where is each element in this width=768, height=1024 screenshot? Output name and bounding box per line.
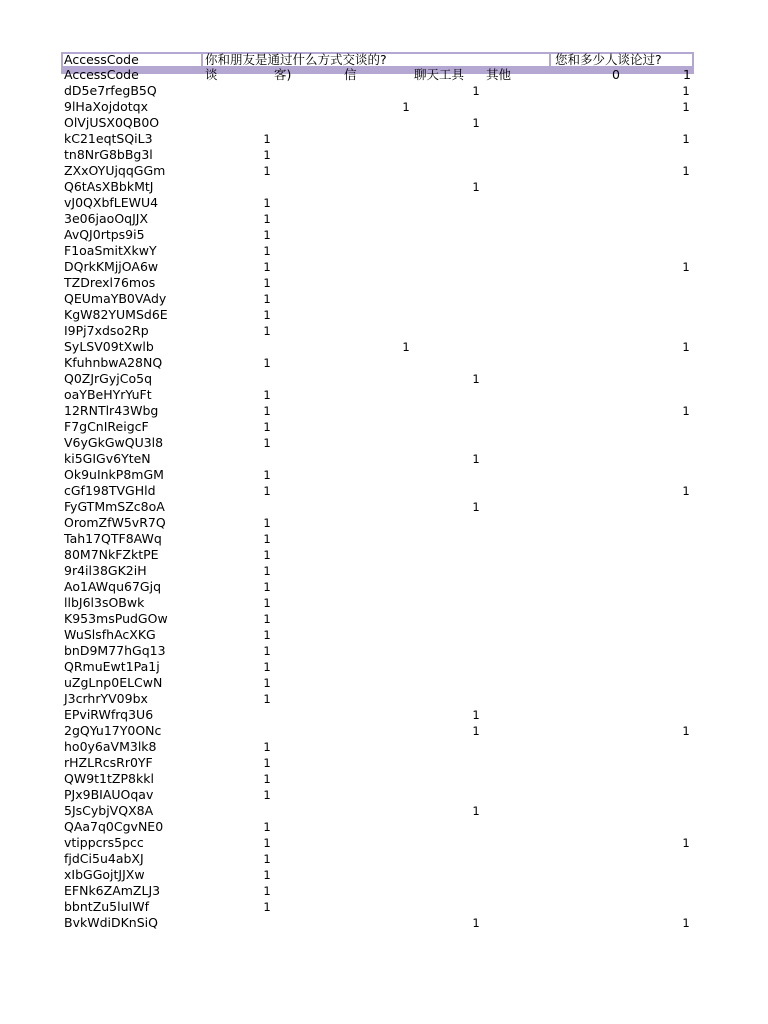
row-talk-value: 1	[263, 196, 271, 210]
row-talk-value: 1	[263, 244, 271, 258]
row-people-value: 1	[682, 404, 690, 418]
row-talk-value: 1	[263, 436, 271, 450]
row-access-code: Ok9uInkP8mGM	[64, 467, 164, 482]
row-talk-value: 1	[263, 548, 271, 562]
row-chat-value: 1	[472, 372, 480, 386]
row-access-code: EPviRWfrq3U6	[64, 707, 154, 722]
row-access-code: Ao1AWqu67Gjq	[64, 579, 162, 594]
row-access-code: QRmuEwt1Pa1j	[64, 659, 160, 674]
subheader-letter: 信	[344, 67, 357, 82]
row-talk-value: 1	[263, 676, 271, 690]
row-access-code: F1oaSmitXkwY	[64, 243, 157, 258]
row-talk-value: 1	[263, 580, 271, 594]
row-talk-value: 1	[263, 596, 271, 610]
row-access-code: PJx9BIAUOqav	[64, 787, 154, 802]
row-chat-value: 1	[472, 180, 480, 194]
row-access-code: 3e06jaoOqJJX	[64, 211, 149, 226]
row-access-code: ZXxOYUjqqGGm	[64, 163, 166, 178]
column-header-method: 你和朋友是通过什么方式交谈的?	[205, 52, 387, 67]
row-access-code: tn8NrG8bBg3l	[64, 147, 153, 162]
row-access-code: AvQJ0rtps9i5	[64, 227, 145, 242]
row-access-code: F7gCnIReigcF	[64, 419, 149, 434]
row-access-code: fjdCi5u4abXJ	[64, 851, 144, 866]
subheader-zero: 0	[612, 67, 620, 82]
row-access-code: 2gQYu17Y0ONc	[64, 723, 162, 738]
row-talk-value: 1	[263, 628, 271, 642]
row-chat-value: 1	[472, 84, 480, 98]
row-talk-value: 1	[263, 772, 271, 786]
row-access-code: DQrkKMjjOA6w	[64, 259, 159, 274]
row-people-value: 1	[682, 84, 690, 98]
row-talk-value: 1	[263, 164, 271, 178]
row-chat-value: 1	[472, 724, 480, 738]
row-access-code: oaYBeHYrYuFt	[64, 387, 152, 402]
row-access-code: BvkWdiDKnSiQ	[64, 915, 158, 930]
row-talk-value: 1	[263, 260, 271, 274]
row-people-value: 1	[682, 260, 690, 274]
row-talk-value: 1	[263, 532, 271, 546]
row-people-value: 1	[682, 164, 690, 178]
row-talk-value: 1	[263, 212, 271, 226]
row-access-code: 5JsCybjVQX8A	[64, 803, 154, 818]
row-talk-value: 1	[263, 788, 271, 802]
column-header-people: 您和多少人谈论过?	[555, 52, 662, 67]
row-access-code: vJ0QXbfLEWU4	[64, 195, 159, 210]
row-access-code: vtippcrs5pcc	[64, 835, 144, 850]
row-talk-value: 1	[263, 756, 271, 770]
row-access-code: OromZfW5vR7Q	[64, 515, 166, 530]
subheader-chat-tool: 聊天工具	[414, 67, 465, 82]
row-access-code: FyGTMmSZc8oA	[64, 499, 165, 514]
row-access-code: KfuhnbwA28NQ	[64, 355, 163, 370]
column-header-accesscode: AccessCode	[64, 52, 139, 67]
row-letter-value: 1	[402, 340, 410, 354]
row-access-code: dD5e7rfegB5Q	[64, 83, 157, 98]
row-letter-value: 1	[402, 100, 410, 114]
row-talk-value: 1	[263, 868, 271, 882]
row-access-code: OlVjUSX0QB0O	[64, 115, 160, 130]
subheader-one: 1	[683, 67, 691, 82]
row-chat-value: 1	[472, 804, 480, 818]
row-talk-value: 1	[263, 900, 271, 914]
row-talk-value: 1	[263, 516, 271, 530]
row-people-value: 1	[682, 916, 690, 930]
row-talk-value: 1	[263, 468, 271, 482]
row-talk-value: 1	[263, 612, 271, 626]
row-chat-value: 1	[472, 500, 480, 514]
row-talk-value: 1	[263, 308, 271, 322]
row-access-code: bbntZu5luIWf	[64, 899, 149, 914]
row-talk-value: 1	[263, 692, 271, 706]
row-access-code: QAa7q0CgvNE0	[64, 819, 164, 834]
row-access-code: 80M7NkFZktPE	[64, 547, 159, 562]
row-talk-value: 1	[263, 420, 271, 434]
row-talk-value: 1	[263, 276, 271, 290]
row-access-code: 9r4il38GK2iH	[64, 563, 147, 578]
subheader-talk: 谈	[205, 67, 218, 82]
row-talk-value: 1	[263, 852, 271, 866]
row-talk-value: 1	[263, 356, 271, 370]
row-talk-value: 1	[263, 148, 271, 162]
row-talk-value: 1	[263, 564, 271, 578]
row-talk-value: 1	[263, 404, 271, 418]
row-access-code: Tah17QTF8AWq	[64, 531, 162, 546]
row-access-code: KgW82YUMSd6E	[64, 307, 168, 322]
subheader-guest: 客)	[274, 67, 292, 82]
row-access-code: bnD9M77hGq13	[64, 643, 166, 658]
row-people-value: 1	[682, 836, 690, 850]
row-access-code: cGf198TVGHld	[64, 483, 156, 498]
row-access-code: J3crhrYV09bx	[64, 691, 148, 706]
row-chat-value: 1	[472, 708, 480, 722]
row-access-code: EFNk6ZAmZLJ3	[64, 883, 161, 898]
row-access-code: llbJ6l3sOBwk	[64, 595, 145, 610]
row-chat-value: 1	[472, 452, 480, 466]
row-access-code: 12RNTlr43Wbg	[64, 403, 159, 418]
row-access-code: Q0ZJrGyjCo5q	[64, 371, 153, 386]
row-people-value: 1	[682, 132, 690, 146]
row-talk-value: 1	[263, 228, 271, 242]
row-access-code: 9lHaXojdotqx	[64, 99, 148, 114]
row-access-code: uZgLnp0ELCwN	[64, 675, 163, 690]
row-talk-value: 1	[263, 740, 271, 754]
row-talk-value: 1	[263, 388, 271, 402]
row-access-code: QW9t1tZP8kkl	[64, 771, 154, 786]
row-people-value: 1	[682, 340, 690, 354]
row-access-code: K953msPudGOw	[64, 611, 168, 626]
row-access-code: ho0y6aVM3lk8	[64, 739, 157, 754]
row-talk-value: 1	[263, 884, 271, 898]
header-band-lower	[61, 68, 694, 74]
row-access-code: kC21eqtSQiL3	[64, 131, 153, 146]
row-access-code: rHZLRcsRr0YF	[64, 755, 153, 770]
row-people-value: 1	[682, 100, 690, 114]
subheader-accesscode: AccessCode	[64, 67, 139, 82]
row-access-code: Q6tAsXBbkMtJ	[64, 179, 154, 194]
row-access-code: QEUmaYB0VAdy	[64, 291, 167, 306]
row-talk-value: 1	[263, 132, 271, 146]
row-access-code: V6yGkGwQU3l8	[64, 435, 164, 450]
row-access-code: WuSlsfhAcXKG	[64, 627, 156, 642]
subheader-other: 其他	[486, 67, 512, 82]
row-people-value: 1	[682, 724, 690, 738]
row-access-code: I9Pj7xdso2Rp	[64, 323, 149, 338]
row-talk-value: 1	[263, 836, 271, 850]
row-access-code: xIbGGojtJJXw	[64, 867, 145, 882]
row-talk-value: 1	[263, 660, 271, 674]
row-talk-value: 1	[263, 484, 271, 498]
row-chat-value: 1	[472, 116, 480, 130]
row-access-code: ki5GIGv6YteN	[64, 451, 151, 466]
row-people-value: 1	[682, 484, 690, 498]
row-chat-value: 1	[472, 916, 480, 930]
row-talk-value: 1	[263, 644, 271, 658]
row-talk-value: 1	[263, 324, 271, 338]
row-talk-value: 1	[263, 292, 271, 306]
row-access-code: SyLSV09tXwlb	[64, 339, 154, 354]
row-talk-value: 1	[263, 820, 271, 834]
row-access-code: TZDrexl76mos	[64, 275, 156, 290]
